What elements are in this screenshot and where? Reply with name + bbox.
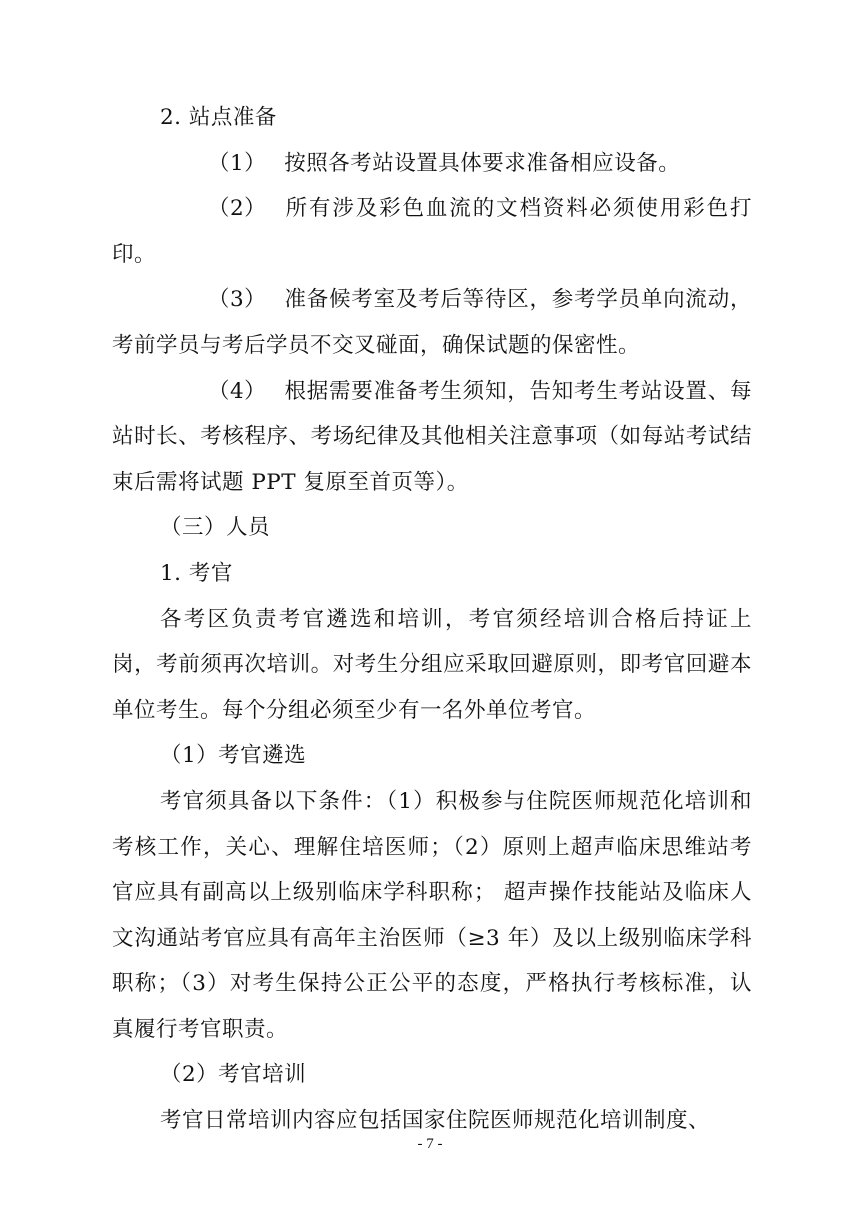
- page-number: - 7 -: [417, 1136, 443, 1152]
- page-content: [112, 95, 752, 1144]
- item-3-label: （3）: [208, 287, 267, 313]
- item-1-label: （1）: [208, 150, 267, 176]
- item-1: [112, 141, 752, 187]
- item-1-text: 按照各考站设置具体要求准备相应设备。: [284, 150, 681, 176]
- selection-heading: （1）考官遴选: [160, 743, 307, 769]
- item-2-text: 所有涉及彩色血流的文档资料必须使用彩色打印。: [112, 196, 752, 267]
- item-2: [112, 186, 752, 277]
- training-heading: （2）考官培训: [160, 1062, 307, 1088]
- item-3: [112, 277, 752, 368]
- section-3-heading: （三）人员: [160, 515, 271, 541]
- selection-body: 考官须具备以下条件：（1）积极参与住院医师规范化培训和考核工作，关心、理解住培医师；（2）原则上超声临床思维站考官应具有副高以上级别临床学科职称； 超声操作技能站及临床人文沟通站考官应具有高年主治医师（≥3 年）及以上级别临床学科职称；（3）对考生保持公正公平的态度，严格执行考核标准，认真履行考官职责。: [112, 788, 752, 1042]
- section-2-heading: 2. 站点准备: [160, 105, 277, 130]
- training-body: 考官日常培训内容应包括国家住院医师规范化培训制度、: [160, 1108, 711, 1134]
- item-2-label: （2）: [208, 196, 267, 222]
- item-4: [112, 369, 752, 506]
- examiner-body: 各考区负责考官遴选和培训，考官须经培训合格后持证上岗，考前须再次培训。对考生分组应采取回避原则，即考官回避本单位考生。每个分组必须至少有一名外单位考官。: [112, 606, 752, 723]
- item-4-text: 根据需要准备考生须知，告知考生考站设置、每站时长、考核程序、考场纪律及其他相关注意事项（如每站考试结束后需将试题 PPT 复原至首页等）。: [112, 378, 752, 495]
- item-4-label: （4）: [208, 378, 267, 404]
- examiner-heading: 1. 考官: [160, 560, 233, 586]
- item-3-text: 准备候考室及考后等待区，参考学员单向流动，考前学员与考后学员不交叉碰面，确保试题的保密性。: [112, 287, 752, 358]
